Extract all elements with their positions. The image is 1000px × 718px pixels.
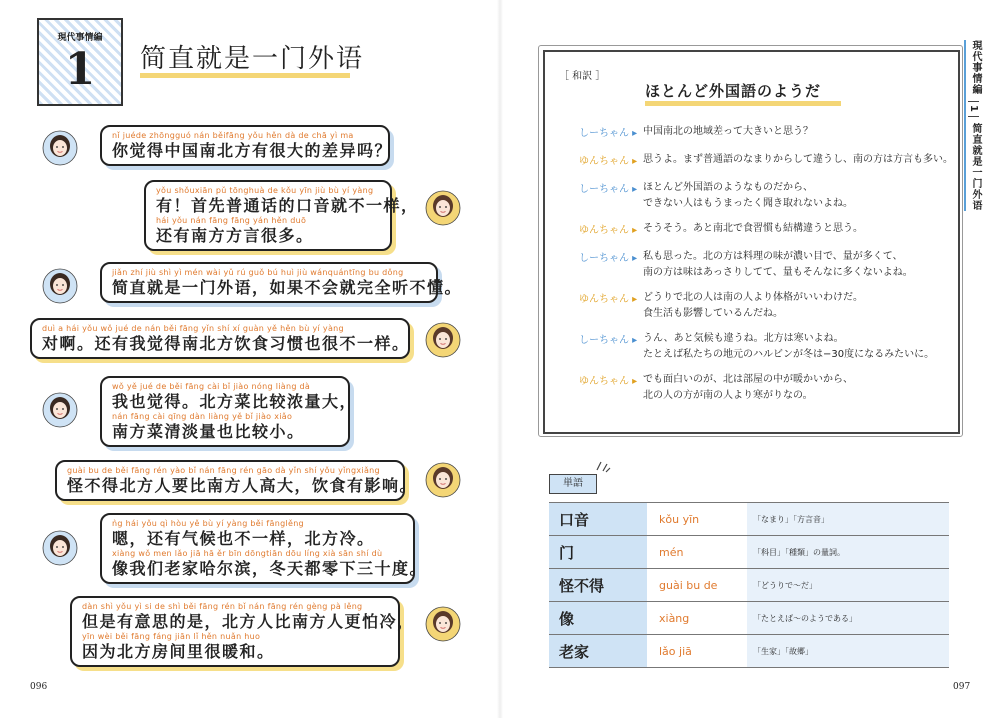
pinyin-line: wǒ yě jué de běi fāng cài bǐ jiào nóng liàng dà bbox=[112, 382, 311, 391]
vocab-meaning: 「生家」「故郷」 bbox=[747, 635, 949, 668]
dialogue-bubble bbox=[70, 596, 415, 667]
vocab-word: 门 bbox=[549, 536, 647, 569]
vocab-row bbox=[549, 569, 949, 602]
dialogue-bubble bbox=[100, 125, 393, 166]
translation-line: うん、あと気候も違うね。北方は寒いよね。 bbox=[643, 333, 844, 344]
translation-line: でも面白いのが、北は部屋の中が暖かいから、 bbox=[643, 374, 853, 385]
vocab-pinyin: xiàng bbox=[647, 602, 747, 635]
pinyin-line: guài bu de běi fāng rén yào bǐ nán fāng rén gāo dà yǐn shí yǒu yǐngxiǎng bbox=[67, 466, 380, 475]
translation-line: 食生活も影響しているんだね。 bbox=[643, 308, 783, 319]
vocab-table bbox=[549, 502, 949, 668]
pinyin-line: jiǎn zhí jiù shì yì mén wài yǔ rú guǒ bú huì jiù wánquántīng bu dǒng bbox=[112, 268, 404, 277]
translation-text bbox=[643, 249, 913, 281]
translation-line: そうそう。あと南北で食習慣も結構違うと思う。 bbox=[643, 223, 863, 234]
translation-text bbox=[643, 372, 853, 404]
pinyin-line: ǹg hái yǒu qì hòu yě bù yí yàng běi fānglěng bbox=[112, 519, 304, 528]
vocab-pinyin: mén bbox=[647, 536, 747, 569]
chinese-line: 因为北方房间里很暖和。 bbox=[82, 642, 275, 661]
dialogue-bubble bbox=[30, 318, 410, 359]
translation-title: ほとんど外国語のようだ bbox=[645, 82, 822, 100]
vocab-row bbox=[549, 503, 949, 536]
vocab-tag: 単語 bbox=[549, 474, 597, 494]
speaker-name: しーちゃん ▸ bbox=[579, 253, 638, 264]
chinese-line: 你觉得中国南北方有很大的差异吗？ bbox=[112, 141, 393, 160]
translation-text bbox=[643, 180, 853, 212]
translation-text bbox=[643, 290, 863, 322]
pinyin-line: yīn wèi běi fāng fáng jiān lǐ hěn nuǎn huo bbox=[82, 632, 261, 641]
vocab-word: 像 bbox=[549, 602, 647, 635]
pinyin-line: nǐ juéde zhōngguó nán běifāng yǒu hěn dà de chā yì ma bbox=[112, 131, 354, 140]
yunchan-avatar bbox=[425, 462, 461, 498]
chinese-line: 我也觉得。北方菜比较浓量大， bbox=[112, 392, 358, 411]
left-page-number: 096 bbox=[30, 682, 48, 692]
translation-line: 北の人の方が南の人より寒がりなの。 bbox=[643, 390, 813, 401]
page-gutter bbox=[497, 0, 503, 718]
dialogue-bubble bbox=[100, 513, 428, 584]
vocab-word: 怪不得 bbox=[549, 569, 647, 602]
speaker-name: しーちゃん ▸ bbox=[579, 128, 638, 139]
chinese-line: 怪不得北方人要比南方人高大，饮食有影响。 bbox=[67, 476, 418, 495]
pinyin-line: dàn shì yǒu yì si de shì běi fāng rén bǐ nán fāng rén gèng pà lěng bbox=[82, 602, 363, 611]
translation-line: できない人はもうまったく聞き取れないよね。 bbox=[643, 198, 853, 209]
vocab-pinyin: lǎo jiā bbox=[647, 635, 747, 668]
translation-line: たとえば私たちの地元のハルビンが冬は−30度になるみたいに。 bbox=[643, 349, 935, 360]
pinyin-line: yǒu shǒuxiān pǔ tōnghuà de kǒu yīn jiù bù yí yàng bbox=[156, 186, 374, 195]
dialogue-bubble bbox=[100, 376, 358, 447]
vocab-meaning: 「たとえば～のようである」 bbox=[747, 602, 949, 635]
translation-text bbox=[643, 152, 953, 168]
vocab-pinyin: guài bu de bbox=[647, 569, 747, 602]
sparkle-icon bbox=[595, 458, 611, 474]
translation-line: 思うよ。まず普通語のなまりからして違うし、南の方は方言も多い。 bbox=[643, 154, 953, 165]
chinese-line: 南方菜清淡量也比较小。 bbox=[112, 422, 305, 441]
vocab-row bbox=[549, 602, 949, 635]
translation-text bbox=[643, 221, 863, 237]
lesson-number-box bbox=[37, 18, 123, 106]
dialogue-bubble bbox=[55, 460, 418, 501]
dialogue-bubble bbox=[144, 180, 419, 251]
translation-title-underline bbox=[645, 101, 841, 106]
side-tab-number: 1 bbox=[968, 101, 979, 117]
shiichan-avatar bbox=[42, 530, 78, 566]
shiichan-avatar bbox=[42, 130, 78, 166]
pinyin-line: nán fāng cài qīng dàn liàng yě bǐ jiào xiǎo bbox=[112, 412, 293, 421]
translation-line: 中国南北の地域差って大きいと思う？ bbox=[643, 126, 813, 137]
right-page-number: 097 bbox=[953, 682, 971, 692]
side-tab bbox=[964, 40, 988, 211]
vocab-meaning: 「どうりで～だ」 bbox=[747, 569, 949, 602]
chinese-line: 简直就是一门外语，如果不会就完全听不懂。 bbox=[112, 278, 463, 297]
vocab-word: 口音 bbox=[549, 503, 647, 536]
lesson-number: 1 bbox=[64, 44, 96, 95]
lesson-title: 简直就是一门外语 bbox=[140, 44, 365, 74]
lesson-category-label: 現代事情編 bbox=[57, 33, 103, 43]
side-tab-category: 現代事情編 bbox=[970, 40, 981, 95]
chinese-line: 像我们老家哈尔滨，冬天都零下三十度。 bbox=[112, 559, 428, 578]
yunchan-avatar bbox=[425, 606, 461, 642]
dialogue-bubble bbox=[100, 262, 463, 303]
speaker-name: ゆんちゃん ▸ bbox=[579, 156, 638, 167]
vocab-pinyin: kǒu yīn bbox=[647, 503, 747, 536]
side-tab-title: 简直就是一门外语 bbox=[970, 122, 981, 211]
yunchan-avatar bbox=[425, 322, 461, 358]
speaker-name: しーちゃん ▸ bbox=[579, 184, 638, 195]
shiichan-avatar bbox=[42, 392, 78, 428]
vocab-meaning: 「なまり」「方言音」 bbox=[747, 503, 949, 536]
chinese-line: 还有南方方言很多。 bbox=[156, 226, 314, 245]
chinese-line: 有！首先普通话的口音就不一样， bbox=[156, 196, 419, 215]
translation-line: 南の方は味はあっさりしてて、量もそんなに多くないよね。 bbox=[643, 267, 913, 278]
speaker-name: ゆんちゃん ▸ bbox=[579, 225, 638, 236]
translation-line: どうりで北の人は南の人より体格がいいわけだ。 bbox=[643, 292, 863, 303]
chinese-line: 对啊。还有我觉得南北方饮食习惯也很不一样。 bbox=[42, 334, 410, 353]
vocab-word: 老家 bbox=[549, 635, 647, 668]
pinyin-line: duì a hái yǒu wǒ jué de nán běi fāng yǐn shí xí guàn yě hěn bù yí yàng bbox=[42, 324, 344, 333]
vocab-meaning: 「科目」「種類」の量詞。 bbox=[747, 536, 949, 569]
pinyin-line: xiàng wǒ men lǎo jiā hā ěr bīn dōngtiān dōu líng xià sān shí dù bbox=[112, 549, 383, 558]
translation-label: ［ 和訳 ］ bbox=[559, 71, 606, 82]
translation-text bbox=[643, 331, 934, 363]
chinese-line: 但是有意思的是，北方人比南方人更怕冷， bbox=[82, 612, 415, 631]
shiichan-avatar bbox=[42, 268, 78, 304]
translation-line: 私も思った。北の方は料理の味が濃い目で、量が多くて、 bbox=[643, 251, 903, 262]
vocab-row bbox=[549, 635, 949, 668]
translation-line: ほとんど外国語のようなものだから、 bbox=[643, 182, 813, 193]
speaker-name: ゆんちゃん ▸ bbox=[579, 294, 638, 305]
speaker-name: しーちゃん ▸ bbox=[579, 335, 638, 346]
translation-text bbox=[643, 124, 813, 140]
yunchan-avatar bbox=[425, 190, 461, 226]
pinyin-line: hái yǒu nán fāng fāng yán hěn duō bbox=[156, 216, 307, 225]
chinese-line: 嗯，还有气候也不一样，北方冷。 bbox=[112, 529, 375, 548]
speaker-name: ゆんちゃん ▸ bbox=[579, 376, 638, 387]
vocab-row bbox=[549, 536, 949, 569]
